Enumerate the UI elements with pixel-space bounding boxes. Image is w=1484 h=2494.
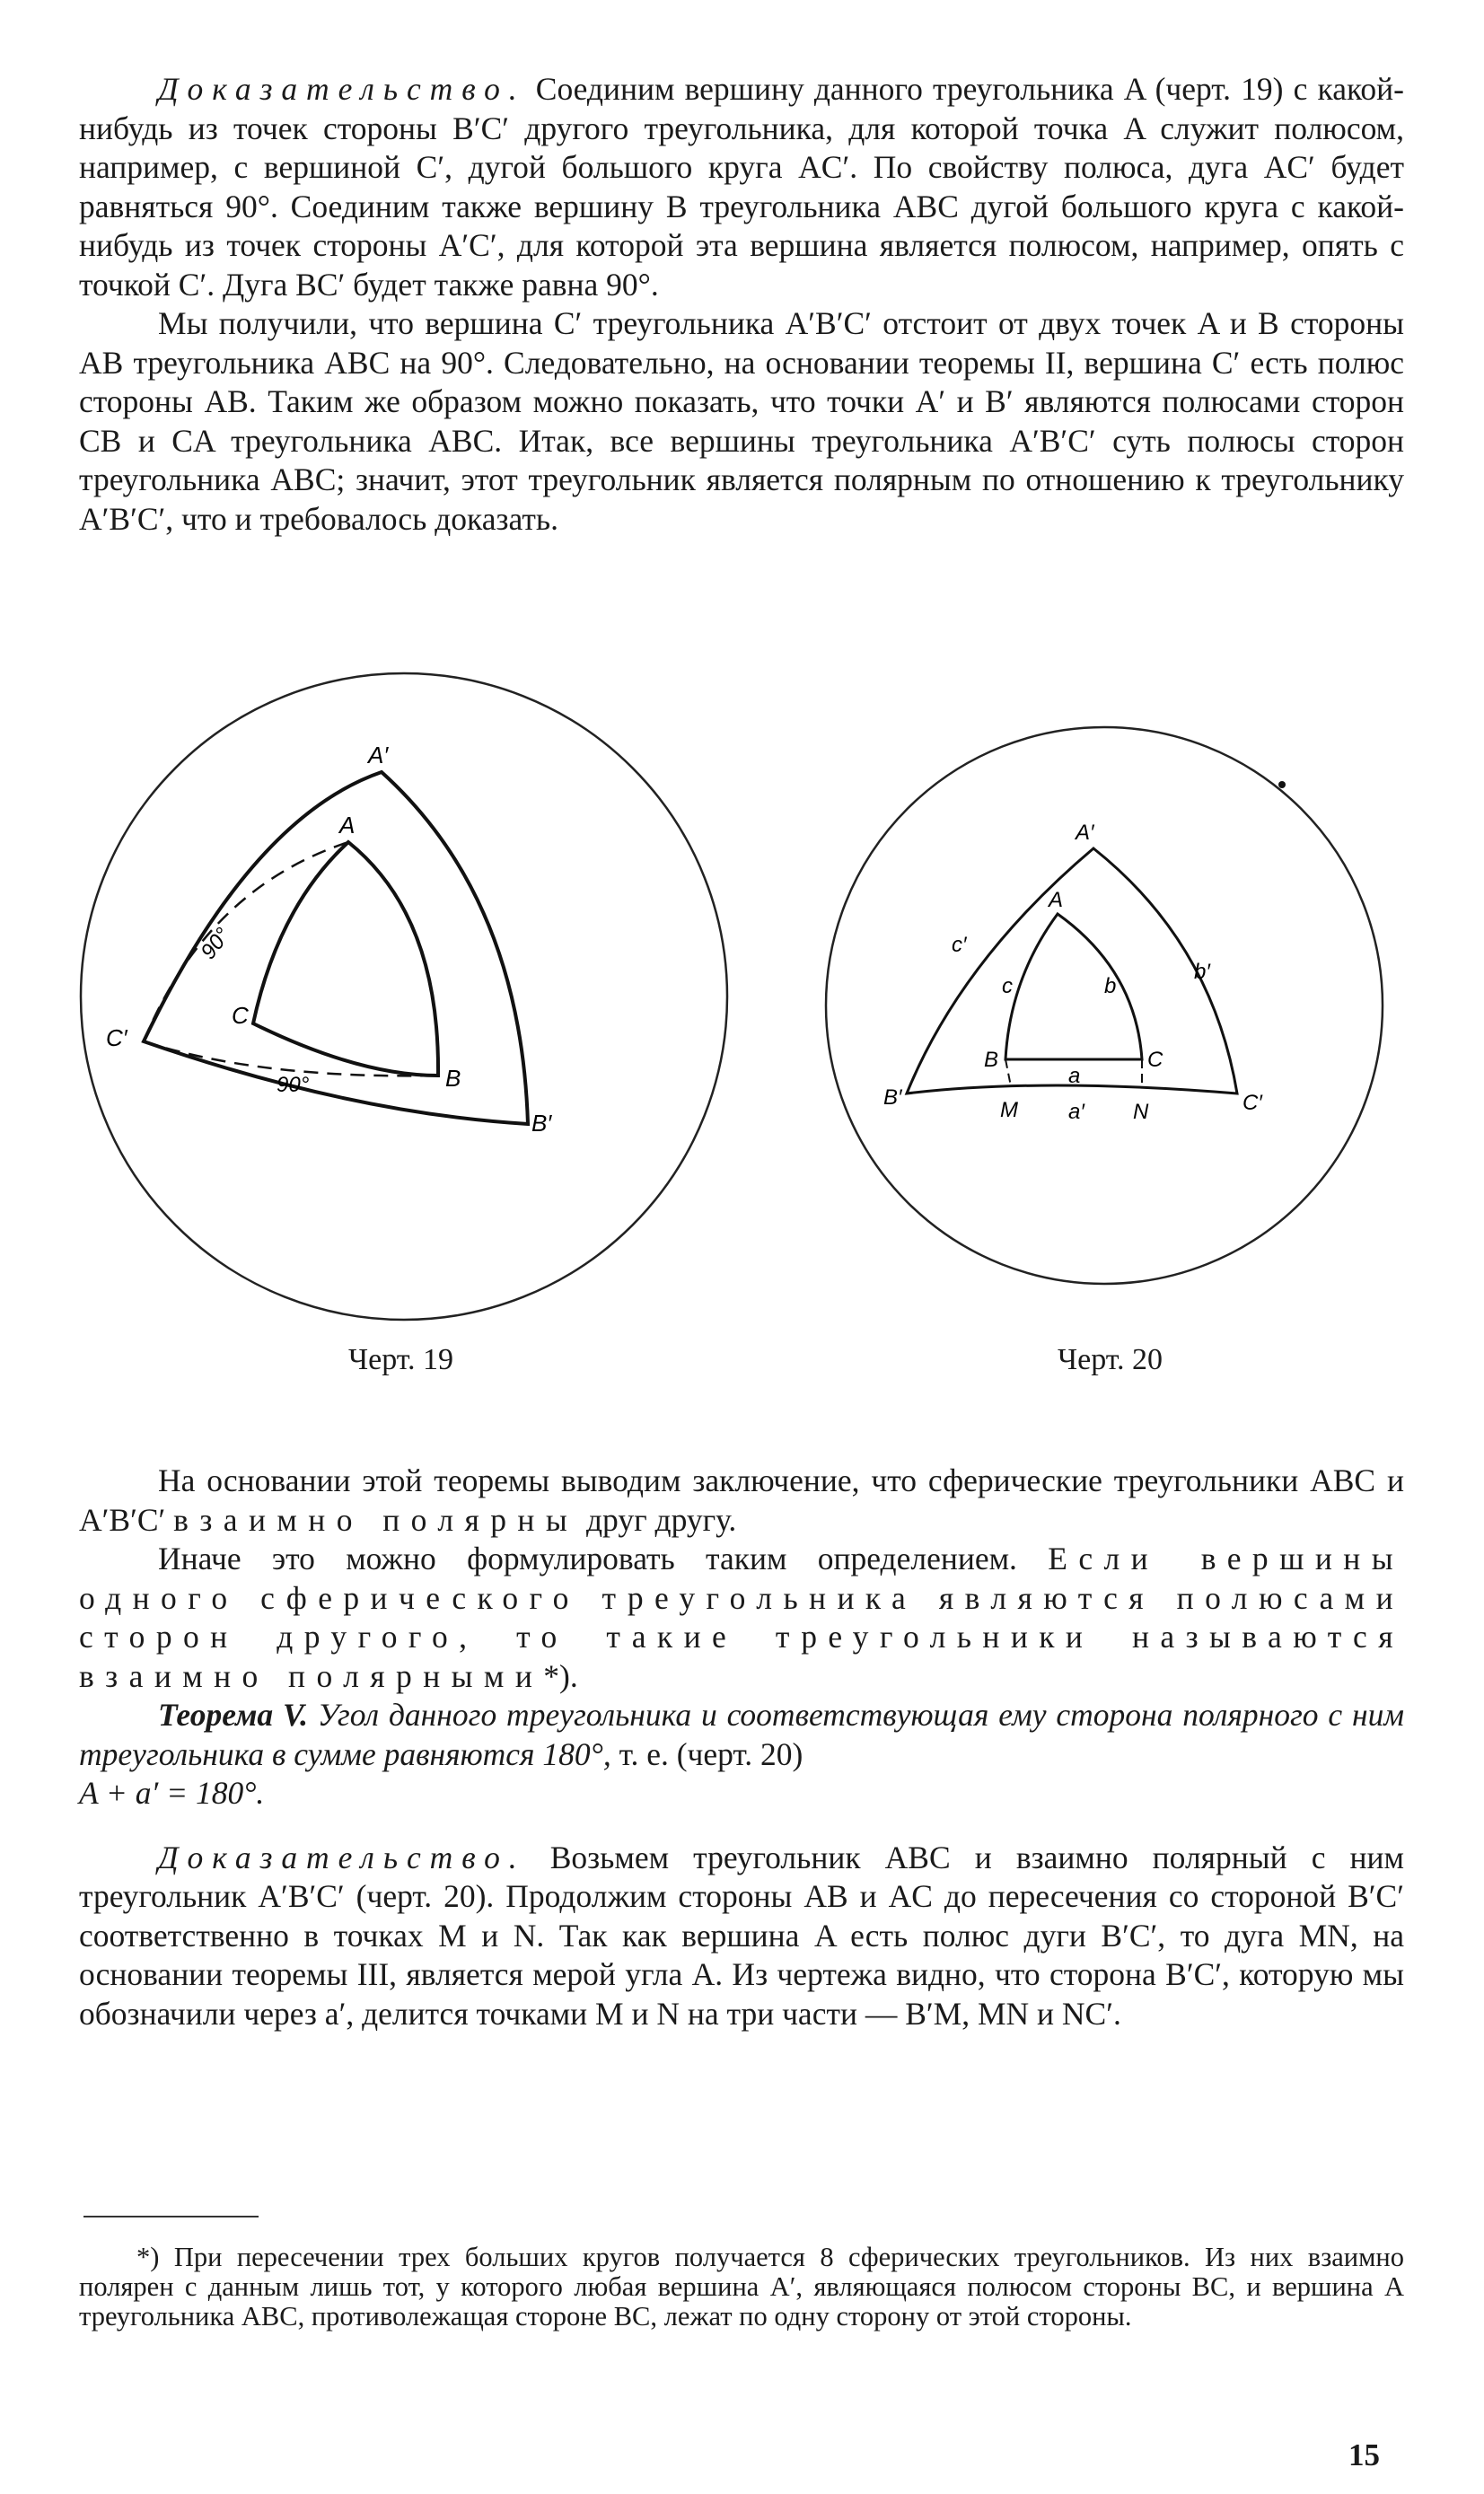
fig20-label-B: B [984, 1048, 999, 1072]
theorem-statement: Угол данного треугольника и соответствующая ему сторона полярного с ним треугольника в сумме равняются 180°, [79, 1697, 1404, 1772]
fig20-label-B-prime: B′ [883, 1085, 902, 1110]
fig20-label-a-prime: a′ [1068, 1100, 1084, 1124]
definition-paragraph [79, 1540, 1404, 1696]
fig20-sphere [826, 727, 1383, 1284]
footnote [79, 2243, 1404, 2332]
fig20-label-c-prime: c′ [952, 933, 967, 957]
theorem-paragraph [79, 1696, 1404, 1774]
conclusion-text-a: На основании этой теоремы выводим заключение, что сферические треугольники ABC и A′B′C′ [79, 1462, 1404, 1538]
footnote-divider [83, 2216, 259, 2217]
conclusion-text-c: друг другу. [578, 1501, 737, 1538]
fig19-sphere [81, 673, 727, 1320]
fig19-label-arc-90-AC: 90° [196, 923, 236, 964]
fig20-label-A-prime: A′ [1076, 821, 1094, 845]
fig19-inner-triangle [253, 842, 438, 1076]
figure-19 [54, 664, 754, 1329]
figure-20-caption: Черт. 20 [1058, 1343, 1163, 1376]
figure-20 [808, 709, 1401, 1302]
proof-lead-1: Доказательство. [158, 71, 526, 107]
fig20-label-C: C [1147, 1048, 1163, 1072]
fig19-label-B: B [445, 1065, 461, 1092]
proof-paragraph-1 [79, 70, 1404, 304]
fig19-label-B-prime: B′ [531, 1110, 552, 1137]
proof-block-1 [79, 70, 1404, 539]
fig20-inner-triangle [1005, 914, 1142, 1059]
proof-text-1: Соединим вершину данного треугольника A (черт. 19) с какой-нибудь из точек стороны B′C′ другого треугольника, для которой точка A служит полюсом, например, с вершиной C′, дугой большого круга AC′. По свойству полюса, дуга AC′ будет равняться 90°. Соединим также вершину B треугольника ABC дугой большого круга с какой-нибудь из точек стороны A′C′, для которой эта вершина является полюсом, например, опять с точкой C′. Дуга BC′ будет также равна 90°. [79, 71, 1404, 303]
theorem-tail: т. е. (черт. 20) [610, 1735, 803, 1772]
page-number: 15 [1348, 2437, 1380, 2472]
fig20-extension-M [1005, 1059, 1011, 1086]
figure-19-caption: Черт. 19 [348, 1343, 454, 1376]
fig20-outer-triangle [907, 848, 1237, 1093]
conclusion-paragraph [79, 1462, 1404, 1540]
proof-text-3: Возьмем треугольник ABC и взаимно полярный с ним треугольник A′B′C′ (черт. 20). Продолжим стороны AB и AC до пересечения со стороной B′C′ соответственно в точках M и N. Так как вершина A есть полюс дуги B′C′, то дуга MN, на основании теоремы III, является мерой угла A. Из чертежа видно, что сторона B′C′, которую мы обозначили через a′, делится точками M и N на три части — B′M, MN и NC′. [79, 1839, 1404, 2032]
fig20-dot [1278, 781, 1286, 788]
fig19-label-arc-90-BC: 90° [277, 1073, 310, 1097]
definition-text-c: *). [543, 1657, 578, 1694]
fig20-label-b: b [1104, 974, 1117, 998]
fig19-label-C-prime: C′ [106, 1024, 127, 1051]
proof-lead-2: Доказательство. [158, 1839, 526, 1875]
fig20-label-A: A [1049, 888, 1064, 912]
fig19-label-A-prime: A′ [368, 742, 389, 768]
fig19-label-C: C [232, 1002, 249, 1029]
fig20-label-c: c [1002, 974, 1013, 998]
proof-block-2 [79, 1462, 1404, 2033]
definition-text-a: Иначе это можно формулировать таким определением. [158, 1541, 1049, 1576]
conclusion-text-emph: взаимно полярны [173, 1501, 579, 1538]
fig20-label-C-prime: C′ [1243, 1091, 1262, 1115]
proof-paragraph-3 [79, 1839, 1404, 2034]
footnote-text: *) При пересечении трех больших кругов получается 8 сферических треугольников. Из них взаимно полярен с данным лишь тот, у которого любая вершина A′, являющаяся полюсом стороны BC, и вершина A треугольника ABC, противолежащая стороне BC, лежат по одну сторону от этой стороны. [79, 2242, 1404, 2332]
proof-paragraph-2: Мы получили, что вершина C′ треугольника A′B′C′ отстоит от двух точек A и B стороны AB треугольника ABC на 90°. Следовательно, на основании теоремы II, вершина C′ есть полюс стороны AB. Таким же образом можно показать, что точки A′ и B′ являются полюсами сторон CB и CA треугольника ABC. Итак, все вершины треугольника A′B′C′ суть полюсы сторон треугольника ABC; значит, этот треугольник является полярным по отношению к треугольнику A′B′C′, что и требовалось доказать. [79, 305, 1404, 537]
fig20-label-a: a [1068, 1064, 1081, 1088]
fig20-label-M: M [1000, 1098, 1018, 1122]
fig20-label-N: N [1133, 1100, 1149, 1124]
formula: A + a′ = 180°. [79, 1775, 265, 1811]
theorem-title: Теорема V. [158, 1697, 308, 1733]
fig19-label-A: A [339, 812, 356, 839]
definition-text-emph: Если вершины одного сферического треугольника являются полюсами сторон другого, то такие треугольники называются взаимно полярными [79, 1541, 1404, 1694]
fig20-label-b-prime: b′ [1194, 960, 1210, 984]
